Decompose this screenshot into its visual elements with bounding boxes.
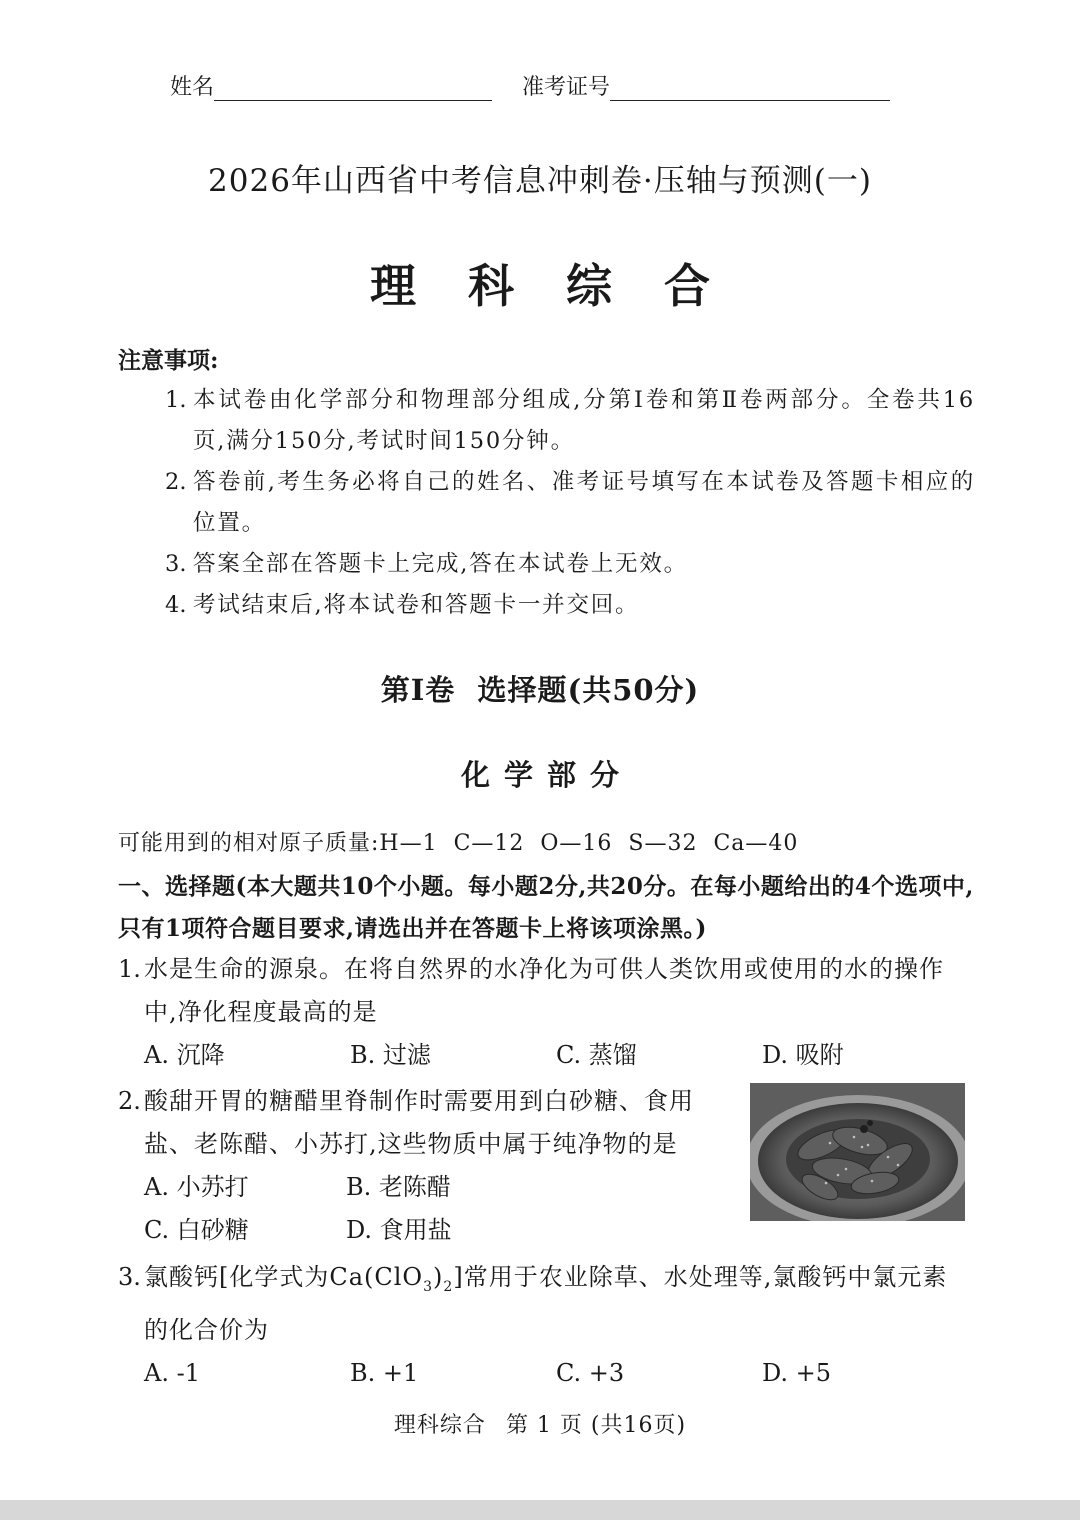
option-list xyxy=(144,1166,728,1209)
exam-id-label: 准考证号 xyxy=(522,75,611,100)
notice-item-number: 1. xyxy=(165,387,187,413)
notice-item xyxy=(165,380,975,462)
exam-id-blank xyxy=(610,74,890,101)
question-text-part: ) xyxy=(433,1263,444,1291)
question-text xyxy=(144,1256,968,1352)
name-blank xyxy=(214,74,492,101)
section-title: 第Ⅰ卷 选择题(共50分) xyxy=(380,673,700,707)
question-3 xyxy=(118,1256,968,1395)
notice-item-text: 本试卷由化学部分和物理部分组成,分第Ⅰ卷和第Ⅱ卷两部分。全卷共16页,满分150分,考试时间150分钟。 xyxy=(193,387,975,454)
question-text-part: ]常用于农业除草、水处理等,氯酸钙中氯元素的化合价为 xyxy=(144,1263,948,1344)
option-b[interactable]: B. 过滤 xyxy=(350,1041,431,1069)
option-b[interactable]: B. 老陈醋 xyxy=(346,1173,451,1201)
footer-subject: 理科综合 xyxy=(393,1413,486,1438)
question-text-part: 氯酸钙[化学式为Ca(ClO xyxy=(144,1263,424,1291)
question-1 xyxy=(118,948,968,1077)
notice-item-number: 3. xyxy=(165,551,187,577)
question-number: 3. xyxy=(118,1263,141,1291)
option-a[interactable]: A. 小苏打 xyxy=(144,1173,249,1201)
formula-subscript: 3 xyxy=(423,1278,434,1295)
option-c[interactable]: C. 蒸馏 xyxy=(556,1041,637,1069)
notice-item-text: 考试结束后,将本试卷和答题卡一并交回。 xyxy=(193,592,640,618)
notice-heading: 注意事项: xyxy=(118,347,219,374)
candidate-info-row xyxy=(170,70,890,101)
option-c[interactable]: C. +3 xyxy=(556,1358,625,1387)
notice-item-number: 2. xyxy=(165,469,187,495)
notice-item-text: 答卷前,考生务必将自己的姓名、准考证号填写在本试卷及答题卡相应的位置。 xyxy=(193,469,975,536)
option-a[interactable]: A. 沉降 xyxy=(144,1041,225,1069)
name-label: 姓名 xyxy=(170,75,215,100)
atomic-mass-line: 可能用到的相对原子质量:H—1 C—12 O—16 S—32 Ca—40 xyxy=(118,831,799,856)
notice-item xyxy=(165,462,975,544)
option-c[interactable]: C. 白砂糖 xyxy=(144,1216,249,1244)
question-text: 水是生命的源泉。在将自然界的水净化为可供人类饮用或使用的水的操作中,净化程度最高的是 xyxy=(144,955,944,1026)
page-footer xyxy=(0,1408,1080,1439)
question-text: 酸甜开胃的糖醋里脊制作时需要用到白砂糖、食用盐、老陈醋、小苏打,这些物质中属于纯净物的是 xyxy=(144,1087,694,1158)
notice-item xyxy=(165,585,975,626)
exam-title: 2026年山西省中考信息冲刺卷·压轴与预测(一) xyxy=(208,163,872,199)
part-title: 化学部分 xyxy=(460,758,633,792)
notice-item-text: 答案全部在答题卡上完成,答在本试卷上无效。 xyxy=(193,551,688,577)
option-d[interactable]: D. +5 xyxy=(762,1358,832,1387)
question-number: 1. xyxy=(118,955,141,983)
notice-item-number: 4. xyxy=(165,592,187,618)
sweet-sour-pork-photo xyxy=(750,1083,965,1221)
option-list xyxy=(144,1034,968,1077)
question-number: 2. xyxy=(118,1087,141,1115)
notice-list xyxy=(165,380,975,626)
option-d[interactable]: D. 吸附 xyxy=(762,1041,844,1069)
question-2 xyxy=(118,1080,728,1252)
option-a[interactable]: A. -1 xyxy=(144,1358,200,1387)
footer-page-number: 第 1 页 (共16页) xyxy=(505,1413,687,1438)
bottom-strip xyxy=(0,1500,1080,1520)
option-list xyxy=(144,1352,968,1395)
formula-subscript: 2 xyxy=(443,1278,454,1295)
multiple-choice-instructions: 一、选择题(本大题共10个小题。每小题2分,共20分。在每小题给出的4个选项中,只有1项符合题目要求,请选出并在答题卡上将该项涂黑。) xyxy=(118,873,974,942)
option-d[interactable]: D. 食用盐 xyxy=(346,1216,452,1244)
subject-title: 理科综合 xyxy=(370,259,762,313)
option-b[interactable]: B. +1 xyxy=(350,1358,419,1387)
option-list xyxy=(144,1209,728,1252)
notice-item xyxy=(165,544,975,585)
